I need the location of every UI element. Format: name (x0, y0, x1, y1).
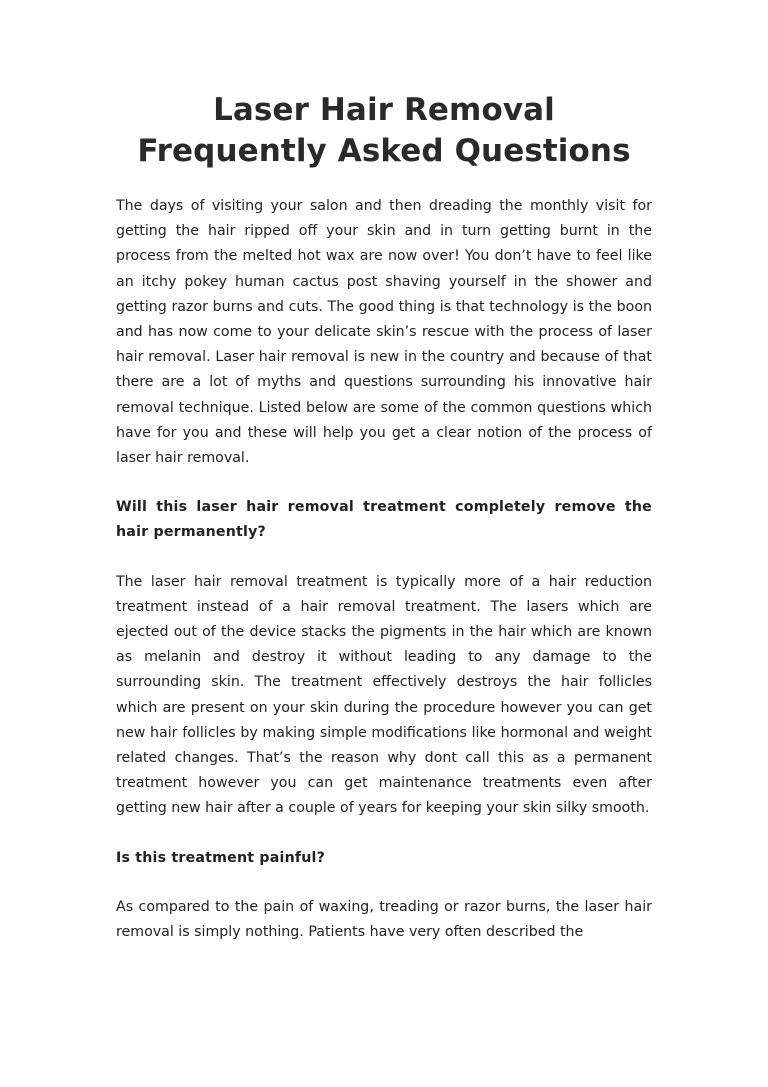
faq-answer-2: As compared to the pain of waxing, treading or razor burns, the laser hair removal is simply nothing. Patients have very often described the (116, 898, 652, 941)
faq-question-2: Is this treatment painful? (116, 849, 326, 866)
intro-paragraph: The days of visiting your salon and then dreading the monthly visit for getting the hair ripped off your skin and in turn getting burnt in the process from the melted hot wax are now over! You don’t have to feel like an itchy pokey human cactus post shaving yourself in the shower and getting razor burns and cuts. The good thing is that technology is the boon and has now come to your delicate skin’s rescue with the process of laser hair removal. Laser hair removal is new in the country and because of that there are a lot of myths and questions surrounding his innovative hair removal technique. Listed below are some of the common questions which have for you and these will help you get a clear notion of the process of laser hair removal. (116, 198, 652, 467)
faq-answer-1: The laser hair removal treatment is typically more of a hair reduction treatment instead of a hair removal treatment. The lasers which are ejected out of the device stacks the pigments in the hair which are known as melanin and destroy it without leading to any damage to the surrounding skin. The treatment effectively destroys the hair follicles which are present on your skin during the procedure however you can get new hair follicles by making simple modifications like hormonal and weight related changes. That’s the reason why dont call this as a permanent treatment however you can get maintenance treatments even after getting new hair after a couple of years for keeping your skin silky smooth. (116, 573, 652, 817)
document-page (116, 90, 652, 945)
page-title: Laser Hair Removal Frequently Asked Questions (137, 92, 631, 169)
faq-question-1: Will this laser hair removal treatment completely remove the hair permanently? (116, 499, 652, 541)
